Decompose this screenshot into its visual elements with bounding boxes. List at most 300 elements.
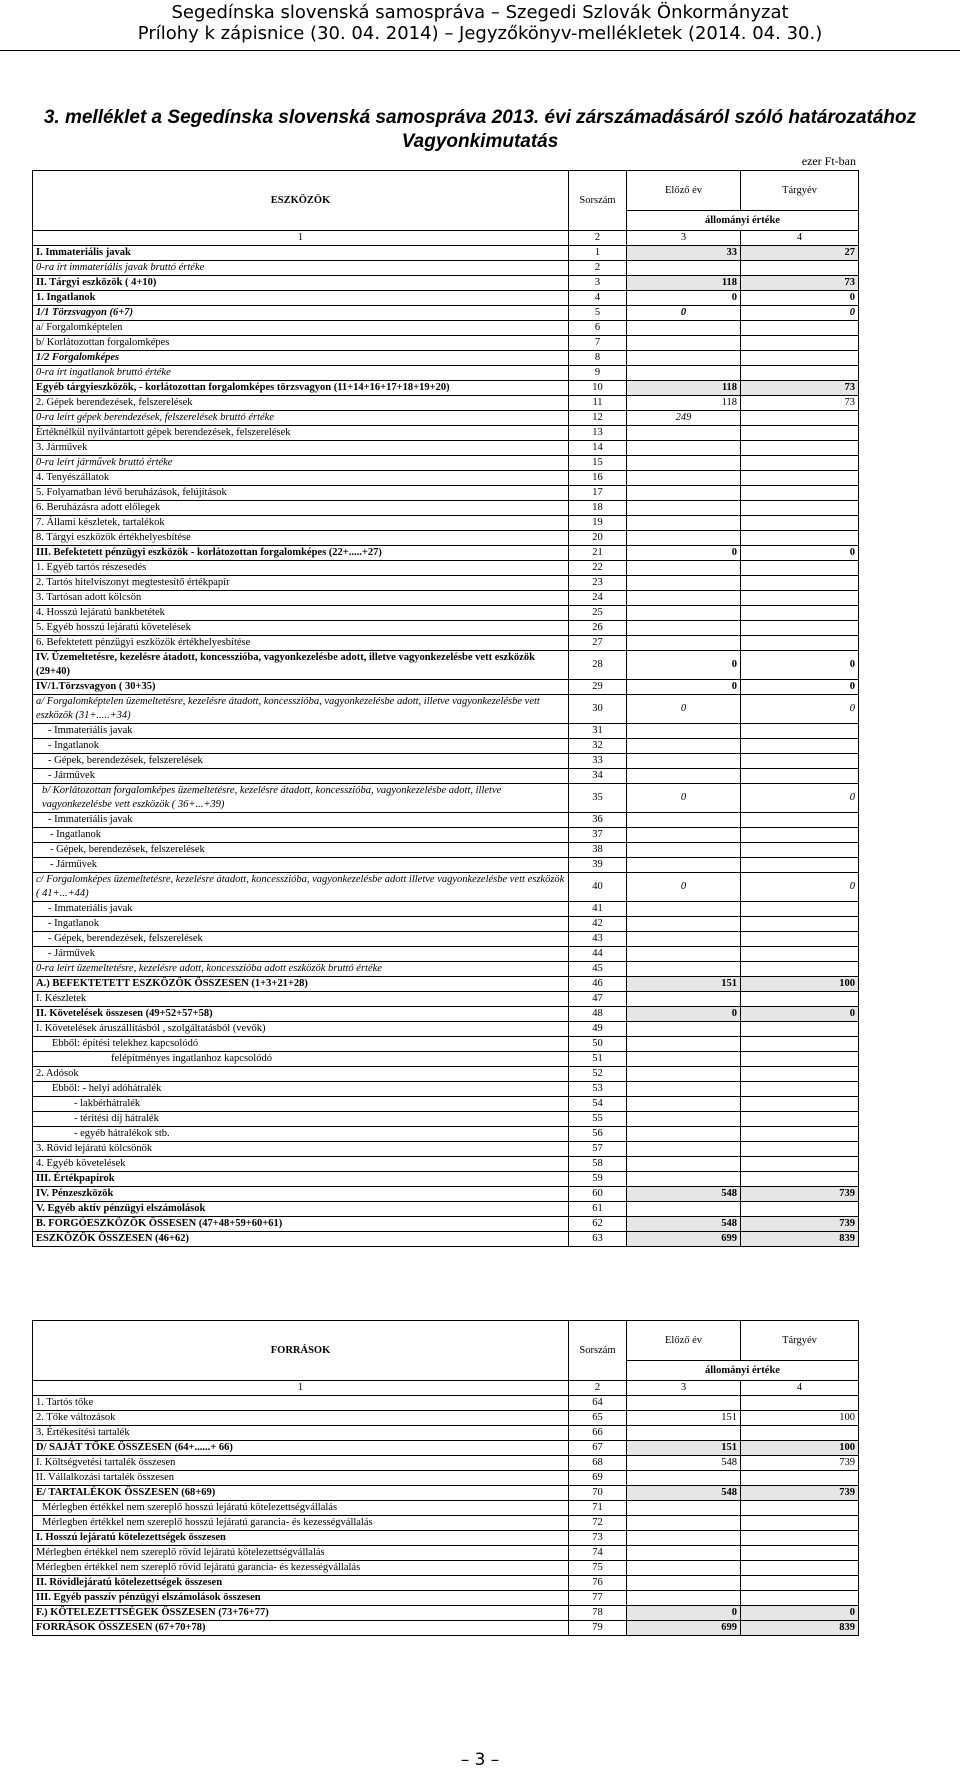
assets-label: Ebből: építési telekhez kapcsolódó — [33, 1037, 569, 1052]
assets-number: 33 — [569, 754, 627, 769]
assets-label: - egyéb hátralékok stb. — [33, 1127, 569, 1142]
assets-number: 13 — [569, 426, 627, 441]
sources-number: 65 — [569, 1411, 627, 1426]
assets-prev-value — [627, 769, 741, 784]
assets-prev-value — [627, 261, 741, 276]
assets-curr-value — [741, 1202, 859, 1217]
sources-prev-value — [627, 1471, 741, 1486]
sources-row — [33, 1591, 859, 1606]
sources-curr-value — [741, 1501, 859, 1516]
assets-label: 1. Egyéb tartós részesedés — [33, 561, 569, 576]
assets-number: 3 — [569, 276, 627, 291]
assets-prev-value — [627, 739, 741, 754]
assets-col-current-year: Tárgyév — [741, 171, 859, 211]
sources-curr-value: 839 — [741, 1621, 859, 1636]
assets-label: I. Immateriális javak — [33, 246, 569, 261]
assets-row — [33, 486, 859, 501]
assets-label: 0-ra leírt járművek bruttó értéke — [33, 456, 569, 471]
sources-prev-value — [627, 1426, 741, 1441]
assets-label: 4. Tenyészállatok — [33, 471, 569, 486]
assets-number: 36 — [569, 813, 627, 828]
sources-row — [33, 1606, 859, 1621]
assets-label: I. Követelések áruszállításból , szolgáltatásból (vevők) — [33, 1022, 569, 1037]
assets-row — [33, 1187, 859, 1202]
assets-row — [33, 695, 859, 724]
assets-prev-value: 249 — [627, 411, 741, 426]
assets-label: Ebből: - helyi adóhátralék — [33, 1082, 569, 1097]
assets-row — [33, 276, 859, 291]
sources-row — [33, 1531, 859, 1546]
assets-curr-value — [741, 1082, 859, 1097]
sources-label: II. Rövidlejáratú kötelezettségek összesen — [33, 1576, 569, 1591]
sources-label: 2. Tőke változások — [33, 1411, 569, 1426]
assets-subheader: állományi értéke — [627, 211, 859, 231]
assets-curr-value — [741, 426, 859, 441]
assets-number: 12 — [569, 411, 627, 426]
assets-curr-value — [741, 992, 859, 1007]
assets-curr-value — [741, 321, 859, 336]
sources-curr-value: 739 — [741, 1456, 859, 1471]
assets-label: 6. Befektetett pénzügyi eszközök értékhelyesbítése — [33, 636, 569, 651]
sources-row — [33, 1441, 859, 1456]
assets-prev-value — [627, 1142, 741, 1157]
assets-number: 44 — [569, 947, 627, 962]
assets-row — [33, 606, 859, 621]
assets-number: 15 — [569, 456, 627, 471]
assets-label: - Gépek, berendezések, felszerelések — [33, 843, 569, 858]
assets-curr-value — [741, 1172, 859, 1187]
assets-curr-value — [741, 351, 859, 366]
assets-row — [33, 1142, 859, 1157]
sources-subheader: állományi értéke — [627, 1361, 859, 1381]
assets-index-1: 1 — [33, 231, 569, 246]
assets-row — [33, 828, 859, 843]
assets-label: Értéknélkül nyilvántartott gépek berendezések, felszerelések — [33, 426, 569, 441]
sources-header-row — [33, 1321, 859, 1361]
sources-curr-value — [741, 1531, 859, 1546]
assets-prev-value: 0 — [627, 291, 741, 306]
assets-number: 46 — [569, 977, 627, 992]
assets-curr-value: 0 — [741, 873, 859, 902]
assets-row — [33, 813, 859, 828]
assets-row — [33, 471, 859, 486]
assets-number: 29 — [569, 680, 627, 695]
assets-number: 60 — [569, 1187, 627, 1202]
assets-prev-value: 118 — [627, 276, 741, 291]
assets-prev-value — [627, 456, 741, 471]
assets-curr-value — [741, 636, 859, 651]
assets-curr-value: 73 — [741, 276, 859, 291]
assets-prev-value: 0 — [627, 1007, 741, 1022]
assets-curr-value — [741, 1052, 859, 1067]
sources-label: Mérlegben értékkel nem szereplő rövid lejáratú garancia- és kezességvállalás — [33, 1561, 569, 1576]
assets-curr-value — [741, 606, 859, 621]
assets-number: 19 — [569, 516, 627, 531]
assets-prev-value: 0 — [627, 873, 741, 902]
assets-row — [33, 381, 859, 396]
assets-label: a/ Forgalomképtelen üzemeltetésre, kezelésre átadott, koncesszióba, vagyonkezelésbe adott, illetve vagyonkezelésbe vett eszközök (31+.....+34) — [33, 695, 569, 724]
assets-index-3: 3 — [627, 231, 741, 246]
assets-prev-value — [627, 501, 741, 516]
assets-curr-value — [741, 486, 859, 501]
assets-label: - Gépek, berendezések, felszerelések — [33, 932, 569, 947]
assets-number: 37 — [569, 828, 627, 843]
sources-curr-value — [741, 1516, 859, 1531]
running-header-line1: Segedínska slovenská samospráva – Szegedi Szlovák Önkormányzat — [171, 2, 789, 23]
sources-row — [33, 1456, 859, 1471]
assets-prev-value — [627, 591, 741, 606]
sources-label: FORRÁSOK ÖSSZESEN (67+70+78) — [33, 1621, 569, 1636]
assets-prev-value — [627, 947, 741, 962]
assets-number: 7 — [569, 336, 627, 351]
assets-number: 8 — [569, 351, 627, 366]
assets-curr-value: 73 — [741, 396, 859, 411]
assets-number: 22 — [569, 561, 627, 576]
assets-prev-value — [627, 917, 741, 932]
assets-curr-value — [741, 516, 859, 531]
assets-number: 47 — [569, 992, 627, 1007]
assets-number: 26 — [569, 621, 627, 636]
assets-number: 59 — [569, 1172, 627, 1187]
assets-prev-value — [627, 636, 741, 651]
sources-number: 72 — [569, 1516, 627, 1531]
assets-label: 0-ra írt ingatlanok bruttó értéke — [33, 366, 569, 381]
running-header — [0, 0, 960, 44]
assets-prev-value — [627, 576, 741, 591]
assets-label: 5. Folyamatban lévő beruházások, felújítások — [33, 486, 569, 501]
assets-label: III. Értékpapírok — [33, 1172, 569, 1187]
sources-row — [33, 1561, 859, 1576]
sources-row — [33, 1486, 859, 1501]
assets-curr-value — [741, 366, 859, 381]
assets-row — [33, 366, 859, 381]
assets-curr-value: 839 — [741, 1232, 859, 1247]
assets-label: - Járművek — [33, 858, 569, 873]
assets-index-4: 4 — [741, 231, 859, 246]
assets-curr-value: 0 — [741, 546, 859, 561]
sources-row — [33, 1546, 859, 1561]
sources-prev-value — [627, 1396, 741, 1411]
assets-row — [33, 739, 859, 754]
assets-label: III. Befektetett pénzügyi eszközök - korlátozottan forgalomképes (22+.....+27) — [33, 546, 569, 561]
assets-number: 20 — [569, 531, 627, 546]
sources-label: Mérlegben értékkel nem szereplő hosszú lejáratú kötelezettségvállalás — [33, 1501, 569, 1516]
assets-curr-value — [741, 1097, 859, 1112]
assets-label: 1/1 Törzsvagyon (6+7) — [33, 306, 569, 321]
sources-number: 75 — [569, 1561, 627, 1576]
sources-prev-value: 699 — [627, 1621, 741, 1636]
assets-number: 2 — [569, 261, 627, 276]
sources-number: 79 — [569, 1621, 627, 1636]
sources-number: 69 — [569, 1471, 627, 1486]
assets-number: 40 — [569, 873, 627, 902]
sources-row — [33, 1621, 859, 1636]
header-rule — [0, 50, 960, 51]
sources-curr-value — [741, 1426, 859, 1441]
assets-label: b/ Korlátozottan forgalomképes — [33, 336, 569, 351]
assets-prev-value — [627, 1172, 741, 1187]
assets-label: - Ingatlanok — [33, 828, 569, 843]
sources-prev-value: 548 — [627, 1456, 741, 1471]
assets-label: felépítményes ingatlanhoz kapcsolódó — [33, 1052, 569, 1067]
sources-index-2: 2 — [569, 1381, 627, 1396]
sources-number: 78 — [569, 1606, 627, 1621]
sources-row — [33, 1426, 859, 1441]
assets-curr-value — [741, 456, 859, 471]
assets-number: 23 — [569, 576, 627, 591]
assets-number: 61 — [569, 1202, 627, 1217]
assets-number: 58 — [569, 1157, 627, 1172]
assets-curr-value — [741, 336, 859, 351]
assets-row — [33, 754, 859, 769]
assets-prev-value: 0 — [627, 651, 741, 680]
assets-row — [33, 336, 859, 351]
assets-table-body — [33, 171, 859, 1247]
sources-label: Mérlegben értékkel nem szereplő rövid lejáratú kötelezettségvállalás — [33, 1546, 569, 1561]
assets-curr-value — [741, 411, 859, 426]
assets-prev-value — [627, 843, 741, 858]
assets-curr-value — [741, 754, 859, 769]
sources-label: E/ TARTALÉKOK ÖSSZESEN (68+69) — [33, 1486, 569, 1501]
assets-curr-value — [741, 1112, 859, 1127]
assets-prev-value: 0 — [627, 546, 741, 561]
assets-number: 5 — [569, 306, 627, 321]
assets-row — [33, 411, 859, 426]
assets-prev-value: 0 — [627, 784, 741, 813]
unit-note: ezer Ft-ban — [801, 154, 856, 168]
assets-number: 51 — [569, 1052, 627, 1067]
assets-curr-value — [741, 531, 859, 546]
sources-col-number: Sorszám — [569, 1321, 627, 1381]
assets-row — [33, 561, 859, 576]
assets-prev-value — [627, 754, 741, 769]
assets-label: 1. Ingatlanok — [33, 291, 569, 306]
assets-prev-value — [627, 561, 741, 576]
assets-curr-value — [741, 501, 859, 516]
sources-row — [33, 1411, 859, 1426]
document-title — [0, 106, 960, 154]
assets-prev-value — [627, 366, 741, 381]
assets-prev-value — [627, 724, 741, 739]
sources-row — [33, 1516, 859, 1531]
sources-number: 73 — [569, 1531, 627, 1546]
assets-label: - Járművek — [33, 769, 569, 784]
assets-row — [33, 426, 859, 441]
assets-label: - Ingatlanok — [33, 739, 569, 754]
assets-label: 5. Egyéb hosszú lejáratú követelések — [33, 621, 569, 636]
sources-label: Mérlegben értékkel nem szereplő hosszú lejáratú garancia- és kezességvállalás — [33, 1516, 569, 1531]
assets-prev-value — [627, 516, 741, 531]
sources-prev-value — [627, 1591, 741, 1606]
assets-row — [33, 351, 859, 366]
sources-prev-value: 151 — [627, 1411, 741, 1426]
assets-curr-value: 0 — [741, 1007, 859, 1022]
assets-curr-value — [741, 576, 859, 591]
assets-prev-value — [627, 351, 741, 366]
sources-label: I. Költségvetési tartalék összesen — [33, 1456, 569, 1471]
assets-prev-value — [627, 1127, 741, 1142]
assets-row — [33, 977, 859, 992]
assets-label: IV. Pénzeszközök — [33, 1187, 569, 1202]
assets-row — [33, 992, 859, 1007]
sources-curr-value — [741, 1471, 859, 1486]
sources-number: 76 — [569, 1576, 627, 1591]
assets-number: 63 — [569, 1232, 627, 1247]
assets-row — [33, 1082, 859, 1097]
sources-curr-value — [741, 1576, 859, 1591]
assets-label: II. Tárgyi eszközök ( 4+10) — [33, 276, 569, 291]
assets-curr-value: 0 — [741, 291, 859, 306]
sources-col-name: FORRÁSOK — [33, 1321, 569, 1381]
document-title-line1: 3. melléklet a Segedínska slovenská samospráva 2013. évi zárszámadásáról szóló határozatához — [43, 107, 917, 128]
assets-row — [33, 843, 859, 858]
sources-prev-value — [627, 1531, 741, 1546]
assets-row — [33, 546, 859, 561]
assets-label: 2. Adósok — [33, 1067, 569, 1082]
assets-row — [33, 1097, 859, 1112]
sources-curr-value — [741, 1396, 859, 1411]
assets-col-number: Sorszám — [569, 171, 627, 231]
sources-prev-value — [627, 1546, 741, 1561]
assets-row — [33, 651, 859, 680]
sources-table — [32, 1320, 859, 1636]
sources-prev-value — [627, 1576, 741, 1591]
sources-table-body — [33, 1321, 859, 1636]
assets-prev-value: 118 — [627, 381, 741, 396]
sources-number: 77 — [569, 1591, 627, 1606]
sources-col-prev-year: Előző év — [627, 1321, 741, 1361]
assets-number: 62 — [569, 1217, 627, 1232]
assets-number: 53 — [569, 1082, 627, 1097]
assets-label: II. Követelések összesen (49+52+57+58) — [33, 1007, 569, 1022]
assets-number: 49 — [569, 1022, 627, 1037]
assets-number: 17 — [569, 486, 627, 501]
assets-prev-value — [627, 486, 741, 501]
assets-label: A.) BEFEKTETETT ESZKÖZÖK ÖSSZESEN (1+3+21+28) — [33, 977, 569, 992]
assets-row — [33, 1007, 859, 1022]
assets-curr-value: 0 — [741, 784, 859, 813]
sources-label: I. Hosszú lejáratú kötelezettségek összesen — [33, 1531, 569, 1546]
assets-row — [33, 962, 859, 977]
assets-label: IV. Üzemeltetésre, kezelésre átadott, koncesszióba, vagyonkezelésbe adott, illetve vagyonkezelésbe vett eszközök (29+40) — [33, 651, 569, 680]
sources-curr-value — [741, 1591, 859, 1606]
assets-curr-value — [741, 828, 859, 843]
assets-curr-value: 73 — [741, 381, 859, 396]
assets-row — [33, 621, 859, 636]
sources-label: III. Egyéb passzív pénzügyi elszámolások összesen — [33, 1591, 569, 1606]
assets-label: 1/2 Forgalomképes — [33, 351, 569, 366]
assets-row — [33, 917, 859, 932]
assets-row — [33, 591, 859, 606]
assets-label: - térítési díj hátralék — [33, 1112, 569, 1127]
assets-curr-value: 27 — [741, 246, 859, 261]
sources-number: 68 — [569, 1456, 627, 1471]
sources-curr-value: 100 — [741, 1441, 859, 1456]
assets-label: 4. Egyéb követelések — [33, 1157, 569, 1172]
assets-prev-value — [627, 813, 741, 828]
assets-curr-value — [741, 813, 859, 828]
assets-number: 21 — [569, 546, 627, 561]
assets-prev-value — [627, 321, 741, 336]
assets-label: 0-ra leírt üzemeltetésre, kezelésre adott, koncesszióba adott eszközök bruttó értéke — [33, 962, 569, 977]
assets-row — [33, 1202, 859, 1217]
sources-number: 67 — [569, 1441, 627, 1456]
assets-number: 16 — [569, 471, 627, 486]
assets-prev-value — [627, 471, 741, 486]
sources-curr-value: 739 — [741, 1486, 859, 1501]
assets-row — [33, 1232, 859, 1247]
sources-label: 3. Értékesítési tartalék — [33, 1426, 569, 1441]
assets-prev-value — [627, 336, 741, 351]
sources-curr-value: 0 — [741, 1606, 859, 1621]
assets-prev-value — [627, 828, 741, 843]
sources-number: 64 — [569, 1396, 627, 1411]
sources-prev-value — [627, 1516, 741, 1531]
assets-row — [33, 784, 859, 813]
sources-number: 71 — [569, 1501, 627, 1516]
sources-row — [33, 1396, 859, 1411]
sources-index-row — [33, 1381, 859, 1396]
assets-number: 30 — [569, 695, 627, 724]
assets-curr-value: 739 — [741, 1187, 859, 1202]
assets-number: 52 — [569, 1067, 627, 1082]
assets-prev-value — [627, 606, 741, 621]
assets-index-row — [33, 231, 859, 246]
assets-curr-value — [741, 962, 859, 977]
assets-number: 24 — [569, 591, 627, 606]
assets-row — [33, 456, 859, 471]
assets-curr-value — [741, 1067, 859, 1082]
assets-number: 31 — [569, 724, 627, 739]
assets-curr-value — [741, 441, 859, 456]
assets-prev-value — [627, 441, 741, 456]
assets-row — [33, 501, 859, 516]
assets-prev-value — [627, 1037, 741, 1052]
assets-number: 9 — [569, 366, 627, 381]
assets-curr-value — [741, 471, 859, 486]
assets-label: - Ingatlanok — [33, 917, 569, 932]
assets-label: IV/1.Törzsvagyon ( 30+35) — [33, 680, 569, 695]
assets-prev-value — [627, 932, 741, 947]
sources-index-3: 3 — [627, 1381, 741, 1396]
assets-prev-value — [627, 1097, 741, 1112]
assets-number: 14 — [569, 441, 627, 456]
assets-row — [33, 576, 859, 591]
assets-row — [33, 873, 859, 902]
assets-curr-value — [741, 621, 859, 636]
sources-index-4: 4 — [741, 1381, 859, 1396]
assets-number: 48 — [569, 1007, 627, 1022]
assets-curr-value — [741, 1022, 859, 1037]
assets-row — [33, 724, 859, 739]
assets-row — [33, 932, 859, 947]
assets-prev-value: 0 — [627, 695, 741, 724]
assets-prev-value — [627, 1022, 741, 1037]
assets-label: b/ Korlátozottan forgalomképes üzemeltetésre, kezelésre átadott, koncesszióba, vagyonkezelésbe adott, illetve vagyonkezelésbe vett eszközök ( 36+...+39) — [33, 784, 569, 813]
assets-curr-value — [741, 843, 859, 858]
assets-label: - Immateriális javak — [33, 813, 569, 828]
assets-number: 54 — [569, 1097, 627, 1112]
assets-curr-value — [741, 739, 859, 754]
document-title-line2: Vagyonkimutatás — [401, 131, 559, 152]
assets-curr-value — [741, 724, 859, 739]
assets-prev-value: 151 — [627, 977, 741, 992]
sources-label: D/ SAJÁT TŐKE ÖSSZESEN (64+......+ 66) — [33, 1441, 569, 1456]
assets-curr-value: 739 — [741, 1217, 859, 1232]
sources-number: 70 — [569, 1486, 627, 1501]
assets-row — [33, 531, 859, 546]
assets-prev-value: 33 — [627, 246, 741, 261]
